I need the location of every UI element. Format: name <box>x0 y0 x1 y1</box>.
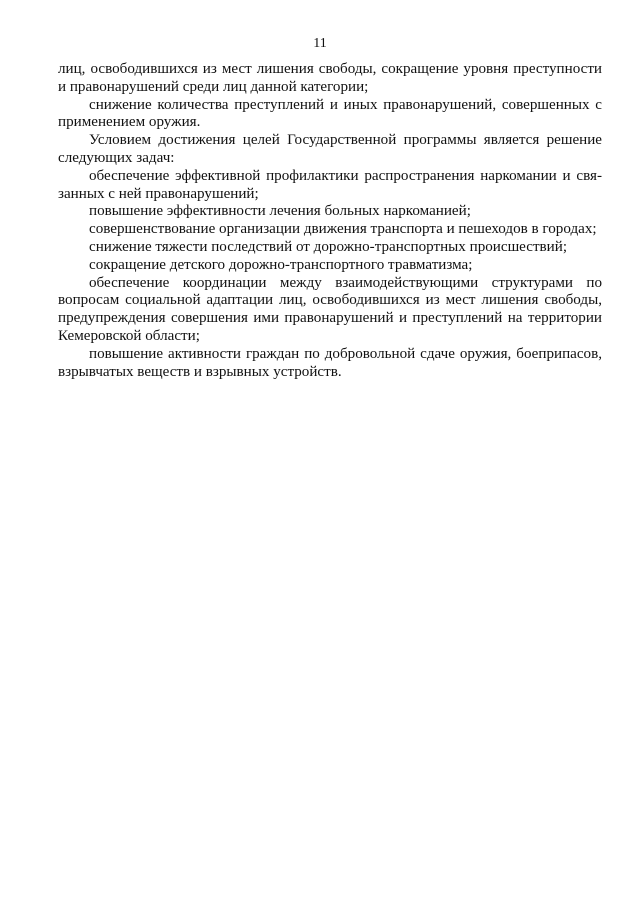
paragraph-task-child-injuries: сокращение детского дорожно-транспортного травматизма; <box>89 256 473 273</box>
paragraph-task-drug-prevention: обеспечение эффективной профилактики распространения наркомании и связанных с ней правонарушений; <box>58 167 602 202</box>
paragraph-weapon-crimes: снижение количества преступлений и иных правонарушений, совершенных с применением оружия. <box>58 96 602 131</box>
paragraph-task-weapon-surrender: повышение активности граждан по добровольной сдаче оружия, боеприпасов, взрывчатых веществ и взрывных устройств. <box>58 345 602 380</box>
paragraph-continuation: лиц, освободившихся из мест лишения свободы, сокращение уровня преступности и правонарушений среди лиц данной категории; <box>58 61 602 95</box>
paragraph-tasks-intro: Условием достижения целей Государственной программы является решение следующих задач: <box>58 132 602 166</box>
paragraph-task-traffic-organization: совершенствование организации движения транспорта и пешеходов в городах; <box>89 221 597 238</box>
paragraph-task-drug-treatment: повышение эффективности лечения больных наркоманией; <box>89 203 471 220</box>
page-number: 11 <box>313 36 327 51</box>
paragraph-task-accident-severity: снижение тяжести последствий от дорожно-транспортных происшествий; <box>89 238 568 255</box>
document-body <box>58 61 602 381</box>
paragraph-task-social-adaptation: обеспечение координации между взаимодействующими структурами по вопросам социальной адаптации лиц, освободившихся из мест лишения свободы, предупреждения совершения ими правонарушений и преступлений на территории Кемеровской области; <box>58 274 602 344</box>
